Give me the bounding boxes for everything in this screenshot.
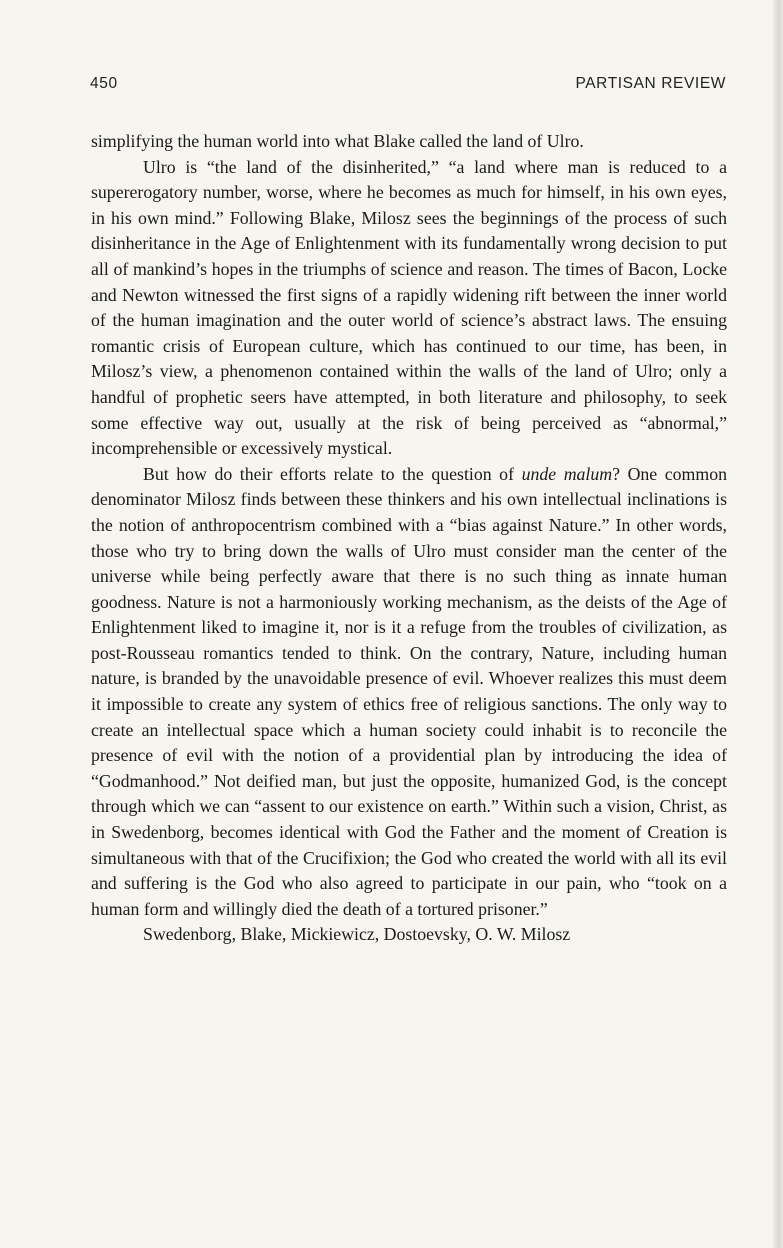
journal-title: PARTISAN REVIEW: [575, 75, 726, 92]
paragraph-ulro: Ulro is “the land of the disinherited,” “a land where man is reduced to a supererogatory number, worse, where he becomes as much for himself, in his own eyes, in his own mind.” Following Blake, Milosz sees the beginnings of the process of such disinheritance in the Age of Enlightenment with its fundamentally wrong decision to put all of mankind’s hopes in the triumphs of science and reason. The times of Bacon, Locke and Newton witnessed the first signs of a rapidly widening rift between the inner world of the human imagination and the outer world of science’s abstract laws. The ensuing romantic crisis of European culture, which has continued to our time, has been, in Milosz’s view, a phenomenon contained within the walls of the land of Ulro; only a handful of prophetic seers have attempted, in both literature and philosophy, to seek some effective way out, usually at the risk of being perceived as “abnormal,” incomprehensible or excessively mystical.: [91, 156, 727, 459]
page-number: 450: [90, 75, 118, 92]
paragraph-final-line: Swedenborg, Blake, Mickiewicz, Dostoevsky, O. W. Milosz: [143, 924, 571, 945]
page-edge-shadow: [773, 0, 783, 1248]
paragraph-continued: simplifying the human world into what Blake called the land of Ulro.: [91, 131, 584, 151]
paragraph-text-before-emphasis: But how do their efforts relate to the question of: [143, 463, 522, 484]
running-head: [90, 75, 726, 99]
paragraph-unde-malum: [91, 462, 727, 923]
article-body: [91, 129, 727, 948]
italic-phrase: unde malum: [521, 463, 613, 484]
paragraph-text-after-emphasis: ? One common denominator Milosz finds between these thinkers and his own intellectual inclinations is the notion of anthropocentrism combined with a “bias against Nature.” In other words, those who try to bring down the walls of Ulro must consider man the center of the universe while being perfectly aware that there is no such thing as innate human goodness. Nature is not a harmoniously working mechanism, as the deists of the Age of Enlightenment liked to imagine it, nor is it a refuge from the troubles of civilization, as post-Rousseau romantics tended to think. On the contrary, Nature, including human nature, is branded by the unavoidable presence of evil. Whoever realizes this must deem it impossible to create any system of ethics free of religious sanctions. The only way to create an intellectual space which a human society could inhabit is to reconcile the presence of evil with the notion of a providential plan by introducing the idea of “Godmanhood.” Not deified man, but just the opposite, humanized God, is the concept through which we can “assent to our existence on earth.” Within such a vision, Christ, as in Swedenborg, becomes identical with God the Father and the moment of Creation is simultaneous with that of the Crucifixion; the God who created the world with all its evil and suffering is the God who also agreed to participate in our pain, who “took on a human form and willingly died the death of a tortured prisoner.”: [91, 463, 727, 919]
